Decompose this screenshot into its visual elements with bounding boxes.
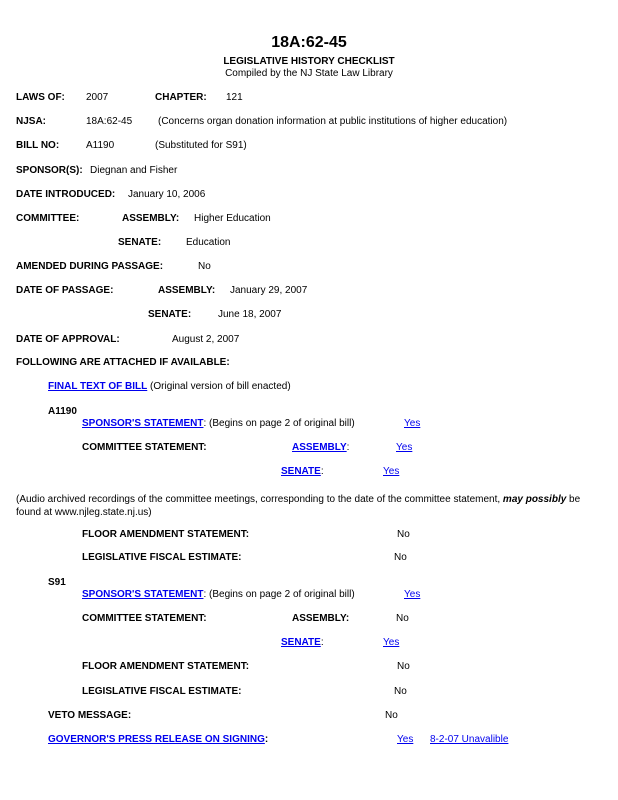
passage-senate-label: SENATE: — [148, 309, 192, 320]
committee-label: COMMITTEE: — [16, 213, 80, 224]
final-text-line — [48, 381, 291, 393]
passage-assembly-label: ASSEMBLY: — [158, 285, 216, 296]
page-title: 18A:62-45 — [271, 34, 347, 51]
committee-assembly-value: Higher Education — [194, 213, 271, 224]
floor-amendment-label: FLOOR AMENDMENT STATEMENT: — [82, 529, 250, 540]
s91-fiscal-estimate-value: No — [394, 686, 407, 697]
s91-senate-yes[interactable]: Yes — [383, 637, 400, 648]
committee-senate-label: SENATE: — [118, 237, 162, 248]
page-subtitle: LEGISLATIVE HISTORY CHECKLIST — [223, 56, 395, 67]
laws-of-value: 2007 — [86, 92, 109, 103]
a1190-heading: A1190 — [48, 406, 77, 417]
s91-sponsor-statement-yes[interactable]: Yes — [404, 589, 421, 600]
bill-no-value: A1190 — [86, 140, 115, 151]
a1190-assembly-line — [292, 442, 349, 454]
governor-line — [48, 734, 268, 746]
audio-note-part1: (Audio archived recordings of the committee meetings, corresponding to the date of the committee statement, — [16, 494, 503, 505]
njsa-value: 18A:62-45 — [86, 116, 133, 127]
date-introduced-value: January 10, 2006 — [128, 189, 206, 200]
amended-label: AMENDED DURING PASSAGE: — [16, 261, 164, 272]
a1190-senate-colon: : — [320, 466, 324, 477]
audio-note-part2: be found at www.njleg.state.nj.us) — [16, 494, 581, 518]
s91-floor-amendment-value: No — [397, 661, 410, 672]
final-text-note: (Original version of bill enacted) — [147, 381, 291, 392]
chapter-value: 121 — [226, 92, 243, 103]
a1190-sponsor-statement-yes[interactable]: Yes — [404, 418, 421, 429]
njsa-note: (Concerns organ donation information at public institutions of higher education) — [158, 116, 508, 127]
s91-sponsor-line — [82, 589, 355, 601]
governor-yes[interactable]: Yes — [397, 734, 414, 745]
committee-assembly-label: ASSEMBLY: — [122, 213, 180, 224]
s91-sponsor-statement-link[interactable]: SPONSOR'S STATEMENT — [82, 589, 204, 600]
fiscal-estimate-value: No — [394, 552, 407, 563]
chapter-label: CHAPTER: — [155, 92, 207, 103]
s91-senate-link[interactable]: SENATE — [281, 637, 321, 648]
a1190-sponsor-statement-link[interactable]: SPONSOR'S STATEMENT — [82, 418, 204, 429]
date-of-passage-label: DATE OF PASSAGE: — [16, 285, 114, 296]
floor-amendment-value: No — [397, 529, 410, 540]
s91-assembly-value: No — [396, 613, 409, 624]
bill-no-label: BILL NO: — [16, 140, 60, 151]
s91-heading: S91 — [48, 577, 66, 588]
s91-committee-statement-label: COMMITTEE STATEMENT: — [82, 613, 207, 624]
a1190-sponsor-statement-note: : (Begins on page 2 of original bill) — [203, 418, 355, 429]
committee-senate-value: Education — [186, 237, 231, 248]
fiscal-estimate-label: LEGISLATIVE FISCAL ESTIMATE: — [82, 552, 242, 563]
date-of-approval-value: August 2, 2007 — [172, 334, 240, 345]
governor-extra-link[interactable]: 8-2-07 Unavalible — [430, 734, 509, 745]
audio-note-emphasis: may possibly — [502, 494, 567, 505]
sponsors-value: Diegnan and Fisher — [90, 165, 178, 176]
date-introduced-label: DATE INTRODUCED: — [16, 189, 116, 200]
a1190-senate-line — [281, 466, 324, 478]
veto-label: VETO MESSAGE: — [48, 710, 132, 721]
final-text-link[interactable]: FINAL TEXT OF BILL — [48, 381, 148, 392]
s91-senate-colon: : — [320, 637, 324, 648]
a1190-senate-link[interactable]: SENATE — [281, 466, 321, 477]
s91-senate-line — [281, 637, 324, 649]
passage-senate-value: June 18, 2007 — [218, 309, 282, 320]
njsa-label: NJSA: — [16, 116, 47, 127]
s91-assembly-label: ASSEMBLY: — [292, 613, 350, 624]
s91-fiscal-estimate-label: LEGISLATIVE FISCAL ESTIMATE: — [82, 686, 242, 697]
a1190-assembly-yes[interactable]: Yes — [396, 442, 413, 453]
veto-value: No — [385, 710, 398, 721]
audio-note — [16, 493, 591, 519]
following-label: FOLLOWING ARE ATTACHED IF AVAILABLE: — [16, 357, 230, 368]
amended-value: No — [198, 261, 211, 272]
a1190-assembly-colon: : — [346, 442, 350, 453]
s91-sponsor-statement-note: : (Begins on page 2 of original bill) — [203, 589, 355, 600]
passage-assembly-value: January 29, 2007 — [230, 285, 308, 296]
bill-no-note: (Substituted for S91) — [155, 140, 247, 151]
a1190-sponsor-line — [82, 418, 355, 430]
a1190-senate-yes[interactable]: Yes — [383, 466, 400, 477]
sponsors-label: SPONSOR(S): — [16, 165, 83, 176]
date-of-approval-label: DATE OF APPROVAL: — [16, 334, 120, 345]
laws-of-label: LAWS OF: — [16, 92, 65, 103]
compiled-by: Compiled by the NJ State Law Library — [225, 68, 393, 79]
governor-press-release-link[interactable]: GOVERNOR'S PRESS RELEASE ON SIGNING — [48, 734, 265, 745]
a1190-committee-statement-label: COMMITTEE STATEMENT: — [82, 442, 207, 453]
a1190-assembly-link[interactable]: ASSEMBLY — [292, 442, 347, 453]
governor-colon: : — [264, 734, 269, 745]
s91-floor-amendment-label: FLOOR AMENDMENT STATEMENT: — [82, 661, 250, 672]
